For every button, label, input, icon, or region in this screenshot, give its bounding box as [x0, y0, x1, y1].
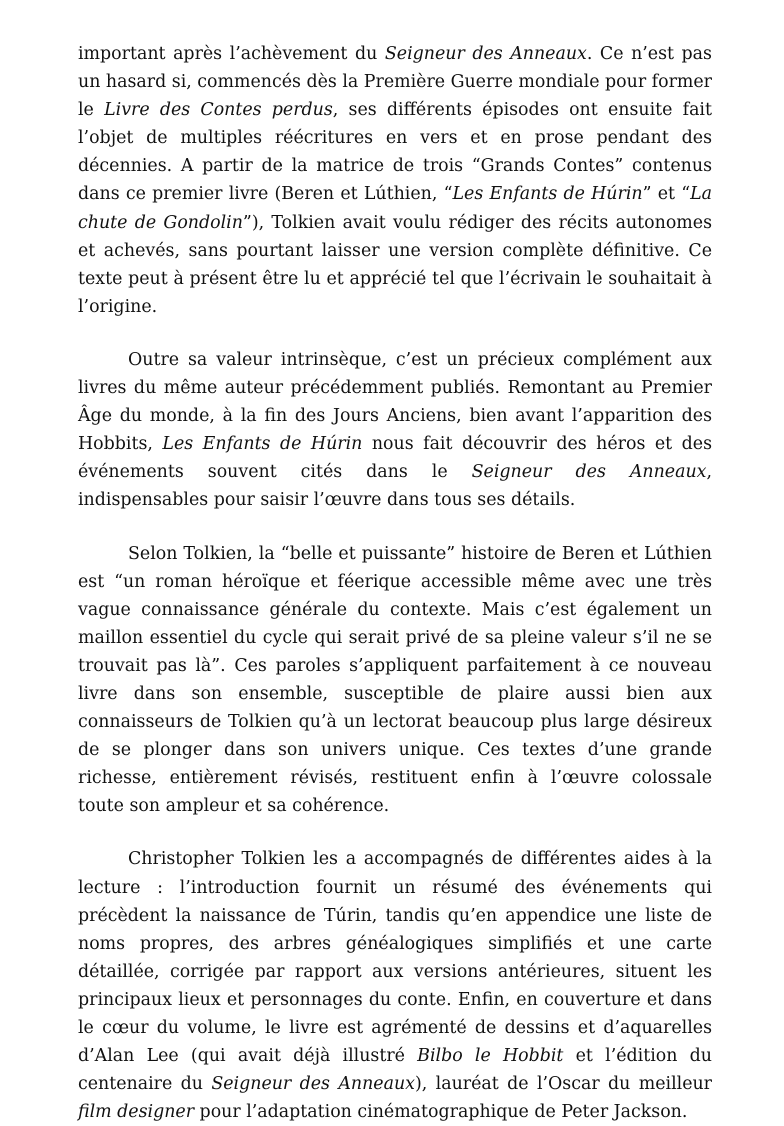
text-run: ”), Tolkien avait voulu rédiger des récits autonomes et achevés, sans pourtant laisser une version complète définitive. Ce texte peut à présent être lu et apprécié tel que l’écrivain le souhaitait à l’origine. [78, 212, 713, 317]
text-run: , ses différents épisodes ont ensuite fait l’objet de multiples réécritures en vers et en prose pendant des décennies. A partir de la matrice de trois “Grands Contes” contenus dans ce premier livre (Beren et Lúthien, “ [78, 100, 712, 205]
paragraph [78, 540, 712, 821]
text-run: ” et “ [642, 184, 691, 205]
italic-title: Seigneur des Anneaux [384, 44, 587, 64]
italic-title: Les Enfants de Húrin [452, 184, 643, 205]
italic-title: Livre des Contes perdus [104, 100, 333, 121]
italic-title: Les Enfants de Húrin [162, 434, 363, 455]
body-text [78, 40, 712, 1126]
italic-title: Seigneur des Anneaux [211, 1074, 415, 1095]
italic-title: La chute de Gondolin [78, 184, 713, 233]
italic-title: Seigneur des Anneaux [471, 462, 707, 483]
paragraph [78, 346, 712, 515]
text-run: nous fait découvrir des héros et des événements souvent cités dans le [78, 434, 712, 483]
text-run: Christopher Tolkien les a accompagnés de différentes aides à la lecture : l’introduction fournit un résumé des événements qui précèdent la naissance de Túrin, tandis qu’en appendice une liste de noms propres, des arbres généalogiques simplifiés et une carte détaillée, corrigée par rapport aux versions antérieures, situent les principaux lieux et personnages du conte. Enfin, en couverture et dans le cœur du volume, le livre est agrémenté de dessins et d’aquarelles d’Alan Lee (qui avait déjà illustré [78, 849, 712, 1067]
paragraph [78, 40, 712, 321]
italic-title: Bilbo le Hobbit [417, 1046, 564, 1067]
text-run: . Ce n’est pas un hasard si, commencés dès la Première Guerre mondiale pour former le [78, 44, 712, 121]
paragraph [78, 845, 712, 1126]
text-run: , indispensables pour saisir l’œuvre dans tous ses détails. [78, 462, 713, 511]
text-run: important après l’achèvement du [78, 44, 385, 64]
text-run: et l’édition du centenaire du [78, 1046, 712, 1095]
text-run: pour l’adaptation cinématographique de Peter Jackson. [194, 1102, 688, 1123]
italic-title: film designer [78, 1102, 195, 1123]
text-run: Selon Tolkien, la “belle et puissante” histoire de Beren et Lúthien est “un roman héroïque et féerique accessible même avec une très vague connaissance générale du contexte. Mais c’est également un maillon essentiel du cycle qui serait privé de sa pleine valeur s’il ne se trouvait pas là”. Ces paroles s’appliquent parfaitement à ce nouveau livre dans son ensemble, susceptible de plaire aussi bien aux connaisseurs de Tolkien qu’à un lectorat beaucoup plus large désireux de se plonger dans son univers unique. Ces textes d’une grande richesse, entièrement révisés, restituent enfin à l’œuvre colossale toute son ampleur et sa cohérence. [78, 543, 712, 817]
text-run: ), lauréat de l’Oscar du meilleur [414, 1074, 712, 1095]
text-run: Outre sa valeur intrinsèque, c’est un précieux complément aux livres du même auteur précédemment publiés. Remontant au Premier Âge du monde, à la fin des Jours Anciens, bien avant l’apparition des Hobbits, [78, 349, 712, 455]
